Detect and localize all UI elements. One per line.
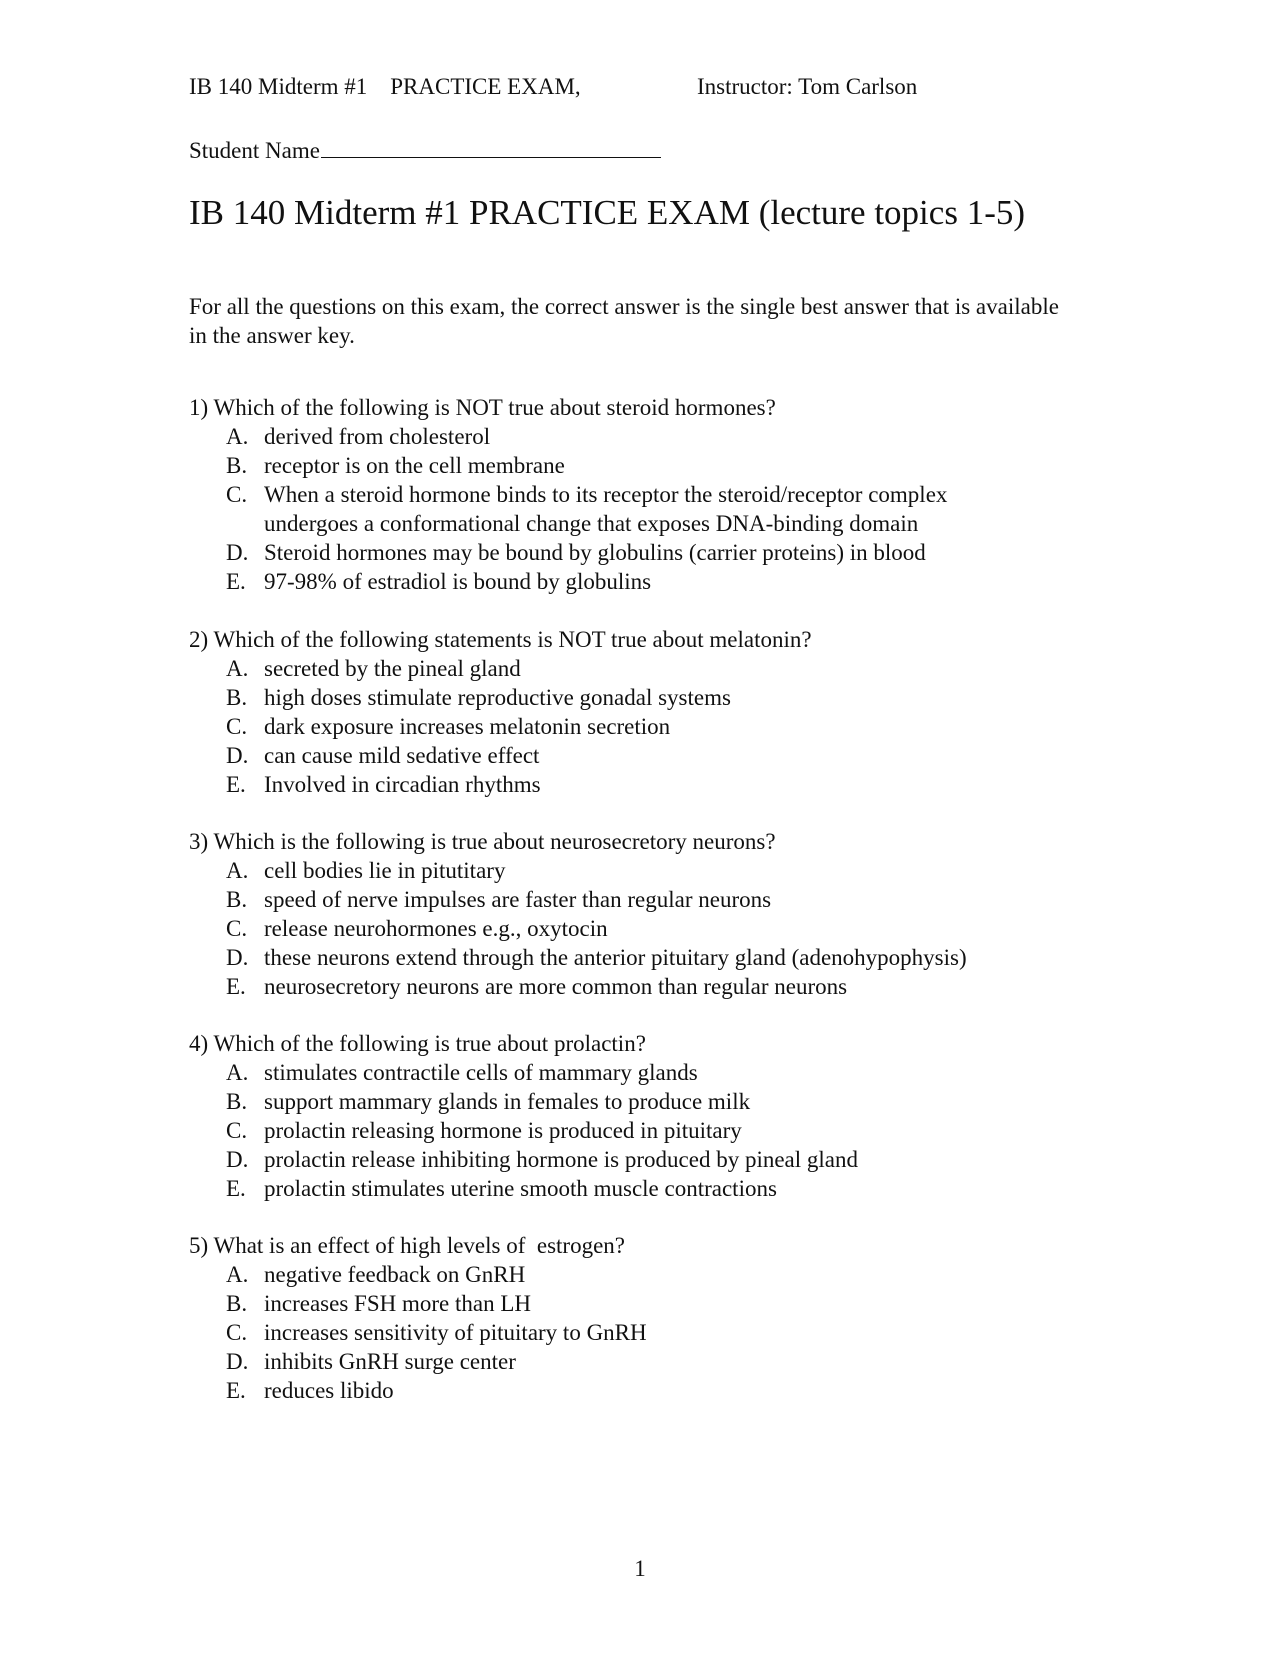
option-letter: D. xyxy=(226,743,249,768)
option-text: derived from cholesterol xyxy=(264,424,491,449)
student-name-label: Student Name xyxy=(189,138,320,163)
option-b xyxy=(189,683,1089,712)
option-e xyxy=(189,1174,1089,1203)
option-letter: A. xyxy=(226,656,249,681)
option-a xyxy=(189,654,1089,683)
option-letter: E. xyxy=(226,1176,246,1201)
option-letter: D. xyxy=(226,540,249,565)
page-number: 1 xyxy=(634,1556,646,1581)
option-letter: A. xyxy=(226,858,249,883)
options-list xyxy=(189,856,1089,1001)
option-letter: A. xyxy=(226,424,249,449)
option-text: cell bodies lie in pitutitary xyxy=(264,858,506,883)
option-letter: C. xyxy=(226,714,248,739)
option-e xyxy=(189,1376,1089,1405)
option-c xyxy=(189,1318,1089,1347)
option-text: reduces libido xyxy=(264,1378,394,1403)
option-text: high doses stimulate reproductive gonadal systems xyxy=(264,685,731,710)
option-b xyxy=(189,885,1089,914)
options-list xyxy=(189,422,1089,596)
option-d xyxy=(189,1145,1089,1174)
instructor-header: Instructor: Tom Carlson xyxy=(697,74,918,99)
option-d xyxy=(189,943,1089,972)
option-b xyxy=(189,1087,1089,1116)
option-d xyxy=(189,741,1089,770)
option-text: support mammary glands in females to produce milk xyxy=(264,1089,751,1114)
option-letter: B. xyxy=(226,685,248,710)
option-text: speed of nerve impulses are faster than regular neurons xyxy=(264,887,772,912)
option-letter: C. xyxy=(226,916,248,941)
option-letter: B. xyxy=(226,887,248,912)
student-name-blank xyxy=(321,133,661,158)
option-letter: B. xyxy=(226,1089,248,1114)
exam-instructions: For all the questions on this exam, the correct answer is the single best answer that is available in the answer key. xyxy=(189,294,1059,348)
option-b xyxy=(189,451,1089,480)
option-letter: D. xyxy=(226,1349,249,1374)
question-stem: 2) Which of the following statements is NOT true about melatonin? xyxy=(189,627,812,652)
options-list xyxy=(189,1058,1089,1203)
course-header: IB 140 Midterm #1 PRACTICE EXAM, xyxy=(189,74,581,99)
option-text: dark exposure increases melatonin secretion xyxy=(264,714,671,739)
question-3 xyxy=(189,827,1089,1001)
option-letter: A. xyxy=(226,1060,249,1085)
question-stem: 3) Which is the following is true about neurosecretory neurons? xyxy=(189,829,776,854)
question-2 xyxy=(189,625,1089,799)
option-c xyxy=(189,480,1089,538)
option-letter: D. xyxy=(226,945,249,970)
option-text: inhibits GnRH surge center xyxy=(264,1349,516,1374)
option-c xyxy=(189,914,1089,943)
option-a xyxy=(189,856,1089,885)
option-letter: D. xyxy=(226,1147,249,1172)
option-a xyxy=(189,1260,1089,1289)
option-d xyxy=(189,1347,1089,1376)
options-list xyxy=(189,654,1089,799)
option-b xyxy=(189,1289,1089,1318)
options-list xyxy=(189,1260,1089,1405)
option-text: neurosecretory neurons are more common than regular neurons xyxy=(264,974,848,999)
option-letter: C. xyxy=(226,1320,248,1345)
option-a xyxy=(189,422,1089,451)
option-e xyxy=(189,567,1089,596)
option-text: increases FSH more than LH xyxy=(264,1291,531,1316)
option-c xyxy=(189,712,1089,741)
option-e xyxy=(189,770,1089,799)
option-text: Involved in circadian rhythms xyxy=(264,772,541,797)
option-e xyxy=(189,972,1089,1001)
option-text: these neurons extend through the anterior pituitary gland (adenohypophysis) xyxy=(264,945,967,970)
option-letter: B. xyxy=(226,453,248,478)
option-letter: B. xyxy=(226,1291,248,1316)
question-stem: 1) Which of the following is NOT true about steroid hormones? xyxy=(189,395,776,420)
student-name-line xyxy=(189,133,661,164)
option-letter: A. xyxy=(226,1262,249,1287)
option-letter: E. xyxy=(226,569,246,594)
option-text: Steroid hormones may be bound by globulins (carrier proteins) in blood xyxy=(264,540,926,565)
option-d xyxy=(189,538,1089,567)
option-text: negative feedback on GnRH xyxy=(264,1262,526,1287)
option-letter: E. xyxy=(226,974,246,999)
option-c xyxy=(189,1116,1089,1145)
option-text: 97-98% of estradiol is bound by globulins xyxy=(264,569,652,594)
question-stem: 4) Which of the following is true about prolactin? xyxy=(189,1031,646,1056)
question-4 xyxy=(189,1029,1089,1203)
question-1 xyxy=(189,393,1089,596)
option-text: receptor is on the cell membrane xyxy=(264,453,565,478)
option-letter: E. xyxy=(226,1378,246,1403)
option-text: prolactin releasing hormone is produced in pituitary xyxy=(264,1118,742,1143)
option-text: secreted by the pineal gland xyxy=(264,656,521,681)
question-5 xyxy=(189,1231,1089,1405)
option-a xyxy=(189,1058,1089,1087)
option-text: prolactin stimulates uterine smooth muscle contractions xyxy=(264,1176,777,1201)
option-text: can cause mild sedative effect xyxy=(264,743,540,768)
option-text: increases sensitivity of pituitary to GnRH xyxy=(264,1320,647,1345)
option-text: When a steroid hormone binds to its receptor the steroid/receptor complex undergoes a conformational change that exposes DNA-binding domain xyxy=(264,482,948,536)
option-letter: C. xyxy=(226,1118,248,1143)
option-letter: C. xyxy=(226,482,248,507)
exam-title: IB 140 Midterm #1 PRACTICE EXAM (lecture topics 1-5) xyxy=(189,193,1026,232)
option-text: prolactin release inhibiting hormone is produced by pineal gland xyxy=(264,1147,859,1172)
option-text: stimulates contractile cells of mammary glands xyxy=(264,1060,698,1085)
option-letter: E. xyxy=(226,772,246,797)
question-stem: 5) What is an effect of high levels of estrogen? xyxy=(189,1233,626,1258)
option-text: release neurohormones e.g., oxytocin xyxy=(264,916,608,941)
